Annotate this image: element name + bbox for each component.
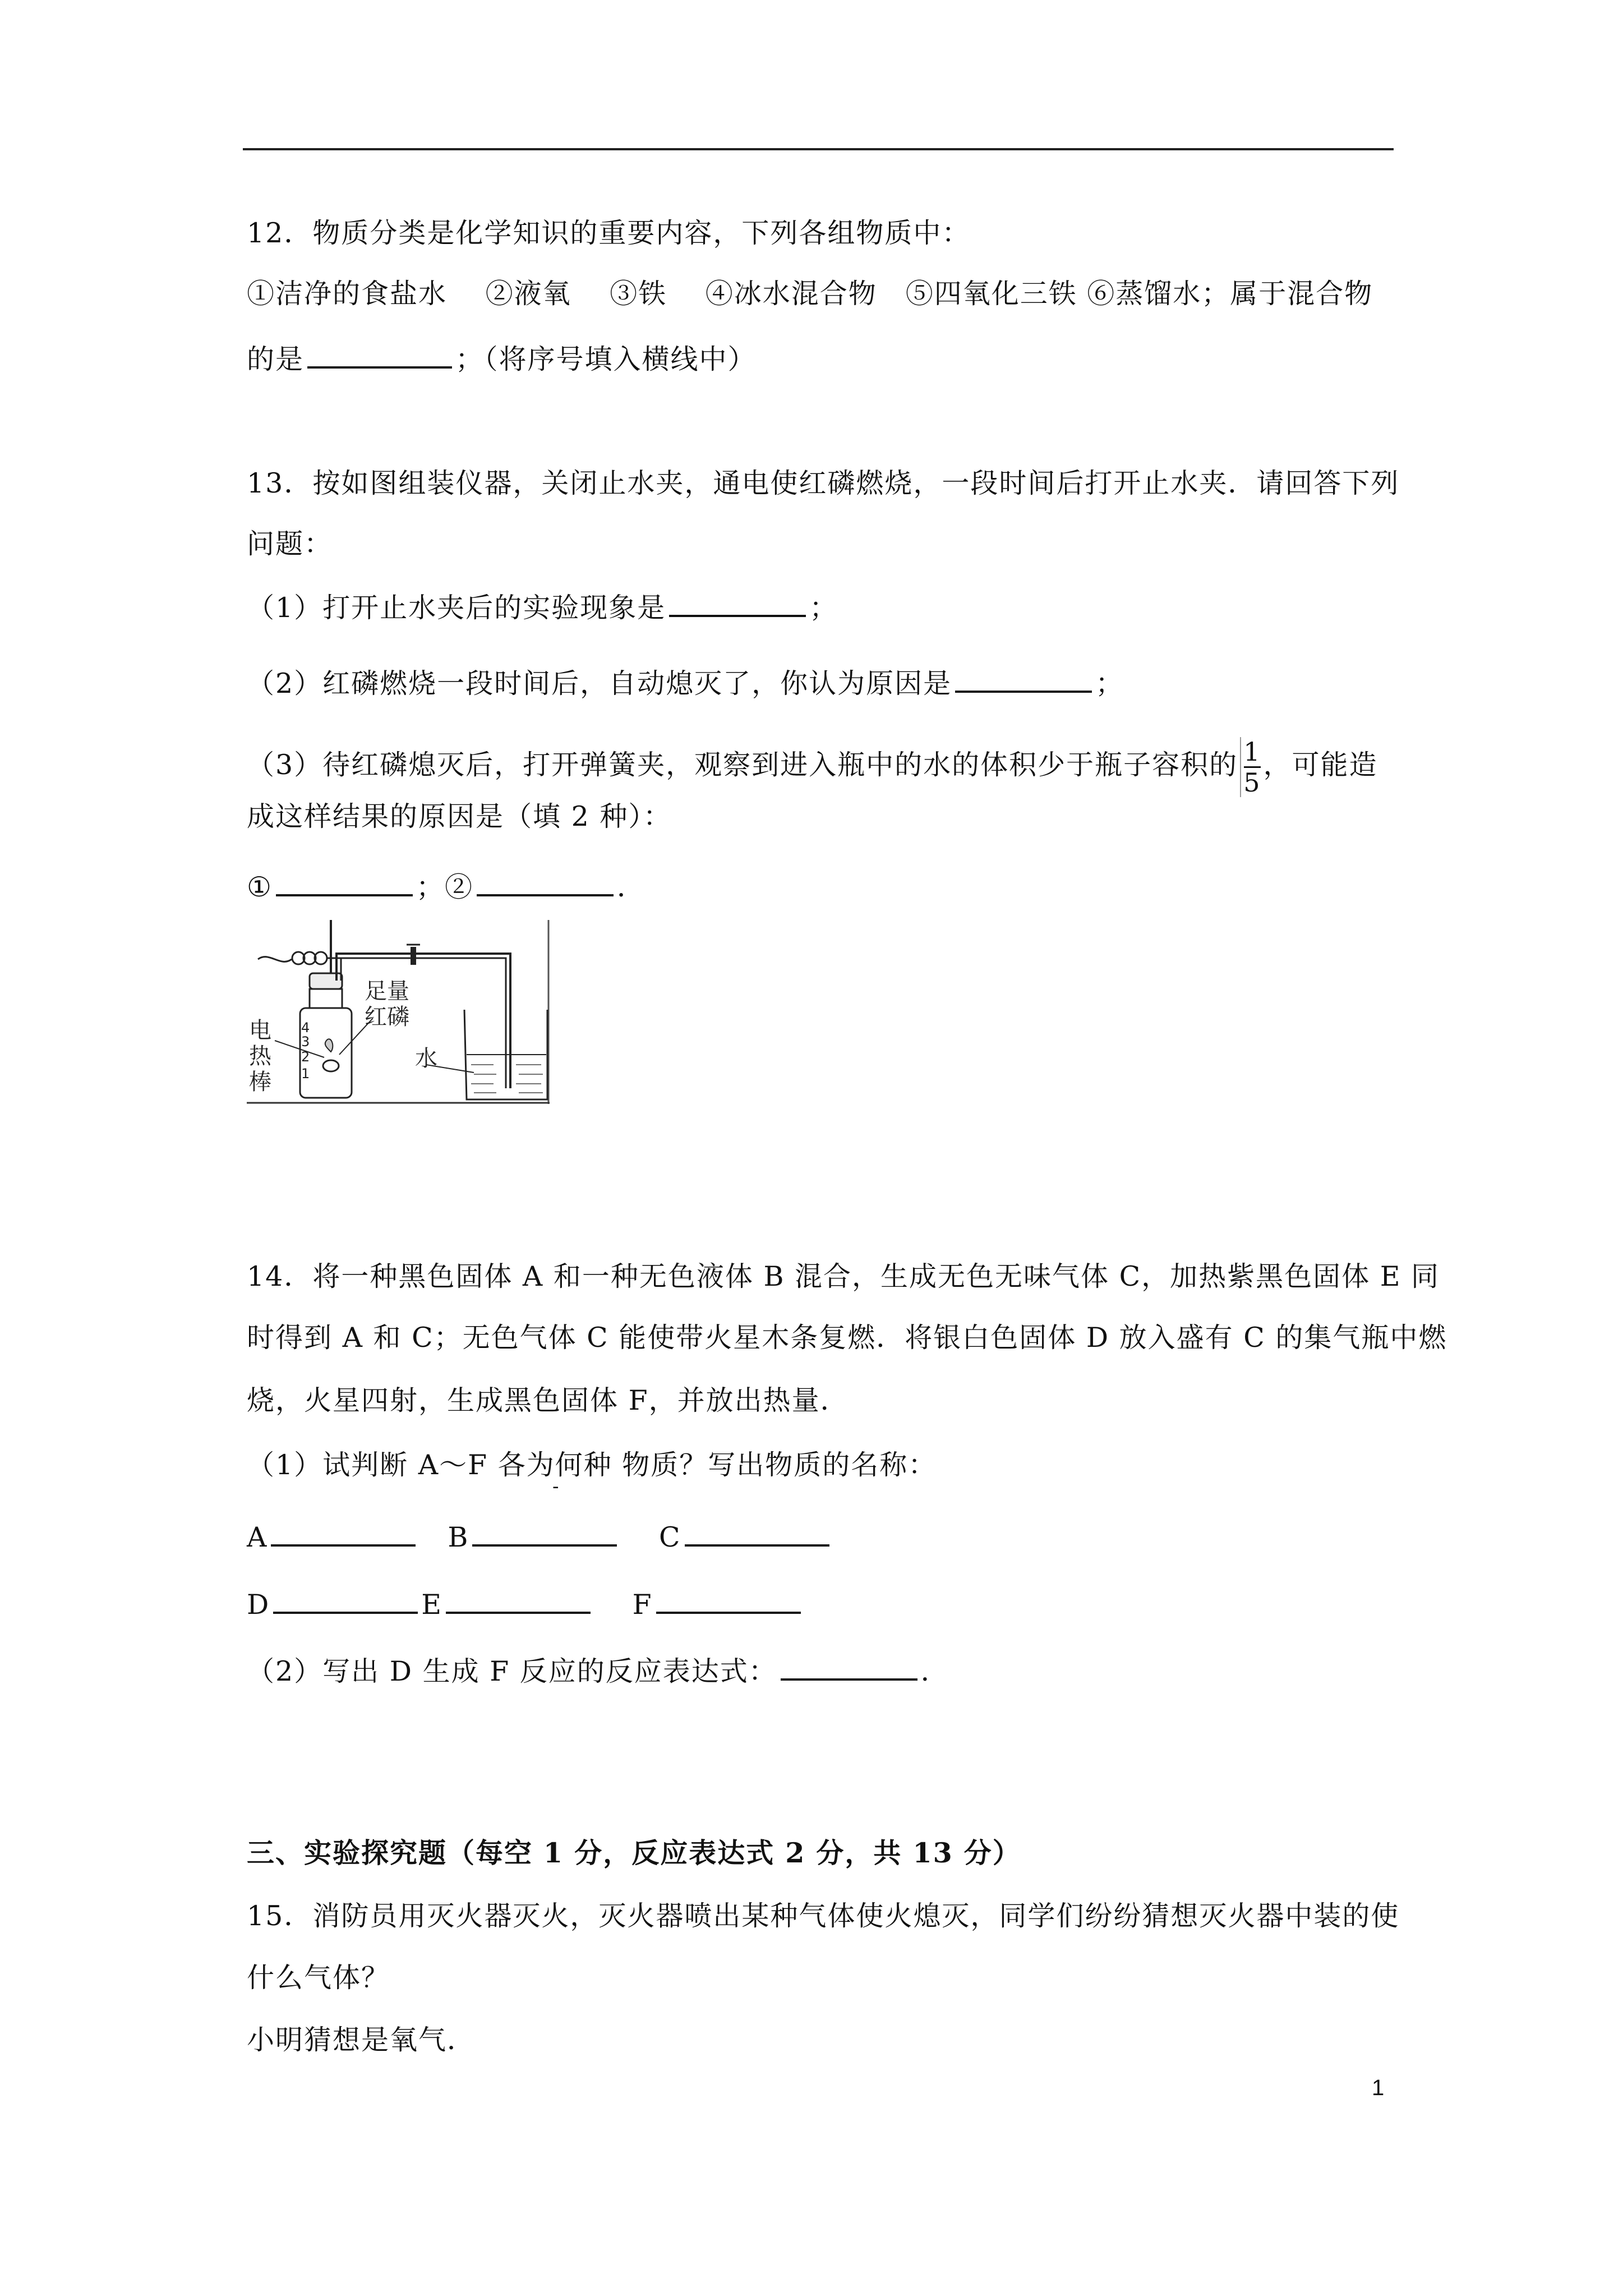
- q12-answer-blank[interactable]: [307, 339, 452, 369]
- apparatus-figure: [247, 920, 550, 1104]
- water-clamp: [411, 947, 416, 965]
- blank-e[interactable]: [446, 1585, 591, 1614]
- q14-sub1: （1）试判断 A～F 各为何种 物质？写出物质的名称：: [247, 1449, 937, 1481]
- q13-sub1-blank[interactable]: [669, 588, 806, 617]
- q14-row-def: D E F: [247, 1585, 804, 1622]
- stray-mark: -: [552, 1475, 559, 1498]
- q13-answers: ① ；② ．: [247, 867, 645, 904]
- label-rod-3: 棒: [249, 1069, 271, 1095]
- q14-expression-blank[interactable]: [781, 1651, 917, 1681]
- q12-line1: 12．物质分类是化学知识的重要内容，下列各组物质中：: [247, 217, 971, 249]
- header-rule: [243, 148, 1394, 150]
- q12-line3: 的是 ；（将序号填入横线中）: [247, 339, 757, 376]
- section3-heading: 三、实验探究题（每空 1 分，反应表达式 2 分，共 13 分）: [247, 1837, 1021, 1869]
- blank-a[interactable]: [271, 1517, 416, 1547]
- q14-sub2: （2）写出 D 生成 F 反应的反应表达式： ．: [247, 1651, 949, 1688]
- label-rod-2: 热: [249, 1043, 271, 1069]
- scale-1: 1: [301, 1066, 310, 1082]
- blank-c[interactable]: [685, 1517, 829, 1547]
- q13-line1: 13．按如图组装仪器，关闭止水夹，通电使红磷燃烧，一段时间后打开止水夹．请回答下列: [247, 467, 1400, 499]
- label-rod-1: 电: [249, 1018, 271, 1043]
- blank-d[interactable]: [273, 1585, 418, 1614]
- q13-sub2: （2）红磷燃烧一段时间后，自动熄灭了，你认为原因是 ；: [247, 664, 1124, 701]
- label-water: 水: [415, 1046, 437, 1071]
- q15-line3: 小明猜想是氧气．: [247, 2024, 476, 2056]
- scale-3: 3: [301, 1034, 310, 1050]
- q15-line1: 15．消防员用灭火器灭火，灭火器喷出某种气体使火熄灭，同学们纷纷猜想灭火器中装的使: [247, 1900, 1400, 1932]
- blank-f[interactable]: [656, 1585, 801, 1614]
- q13-sub3: （3）待红磷熄灭后，打开弹簧夹，观察到进入瓶中的水的体积少于瓶子容积的 $\frac{1}{5}$ ，可能造: [247, 737, 1378, 798]
- q13-line2: 问题：: [247, 528, 333, 560]
- label-phosphorus-2: 红磷: [365, 1004, 409, 1030]
- q14-line1: 14．将一种黑色固体 A 和一种无色液体 B 混合，生成无色无味气体 C，加热紫黑色固体 E 同: [247, 1260, 1440, 1292]
- q13-sub2-blank[interactable]: [955, 664, 1092, 693]
- scale-4: 4: [301, 1020, 310, 1036]
- q12-line2: ①洁净的食盐水 ②液氧 ③铁 ④冰水混合物 ⑤四氧化三铁 ⑥蒸馏水；属于混合物: [247, 278, 1373, 310]
- q13-sub1: （1）打开止水夹后的实验现象是 ；: [247, 588, 838, 625]
- page-number: 1: [1372, 2076, 1385, 2100]
- q15-line2: 什么气体？: [247, 1962, 390, 1994]
- q13-reason1-blank[interactable]: [276, 867, 413, 896]
- q14-row-abc: A B C: [247, 1517, 833, 1554]
- q14-line2: 时得到 A 和 C；无色气体 C 能使带火星木条复燃．将银白色固体 D 放入盛有 C 的集气瓶中燃: [247, 1322, 1447, 1354]
- blank-b[interactable]: [472, 1517, 617, 1547]
- one-fifth-fraction: $\frac{1}{5}$: [1240, 737, 1261, 797]
- q13-reason2-blank[interactable]: [477, 867, 614, 896]
- q13-reason-line: 成这样结果的原因是（填 2 种）：: [247, 800, 672, 832]
- red-phosphorus-spoon: [323, 1060, 339, 1071]
- scale-2: 2: [301, 1049, 310, 1065]
- q14-line3: 烧，火星四射，生成黑色固体 F，并放出热量．: [247, 1384, 849, 1416]
- label-phosphorus-1: 足量: [365, 978, 409, 1004]
